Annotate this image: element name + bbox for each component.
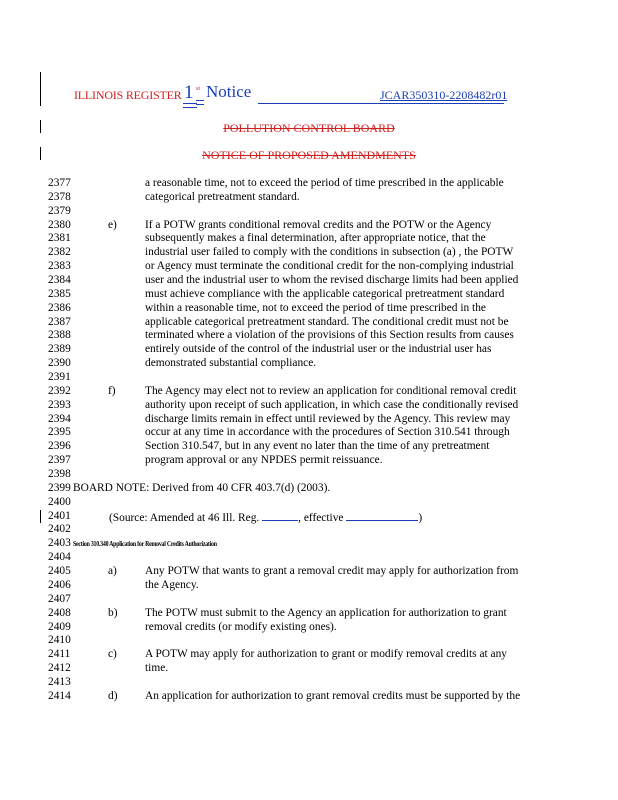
line-text: If a POTW grants conditional removal credits and the POTW or the Agency <box>145 218 492 231</box>
register-header <box>74 83 574 113</box>
line-text: authority upon receipt of such application, in which case the conditionally revised <box>145 398 519 411</box>
double-underline <box>196 100 204 101</box>
line-text: applicable categorical pretreatment standard. The conditional credit must not be <box>145 315 509 328</box>
line-number: 2398 <box>48 468 71 481</box>
effective-label: , effective <box>298 511 344 524</box>
change-bar <box>40 72 41 106</box>
line-number: 2399 <box>48 481 71 494</box>
line-number: 2403 <box>48 537 71 550</box>
text-line <box>0 413 618 427</box>
line-number: 2404 <box>48 551 71 564</box>
text-line <box>0 690 618 704</box>
text-line <box>0 621 618 635</box>
line-number: 2407 <box>48 592 71 605</box>
line-text: within a reasonable time, not to exceed the period of time prescribed in the <box>145 301 486 314</box>
reg-blank <box>262 510 298 521</box>
subsection-label: d) <box>108 689 118 702</box>
line-number: 2395 <box>48 426 71 439</box>
line-text: discharge limits remain in effect until reviewed by the Agency. This review may <box>145 412 511 425</box>
line-text: program approval or any NPDES permit reissuance. <box>145 454 383 467</box>
line-text: The POTW must submit to the Agency an application for authorization to grant <box>145 606 507 619</box>
text-line <box>0 440 618 454</box>
line-number: 2414 <box>48 689 71 702</box>
text-line <box>0 219 618 233</box>
line-number: 2383 <box>48 260 71 273</box>
double-underline <box>183 103 197 104</box>
line-number: 2378 <box>48 190 71 203</box>
line-number: 2387 <box>48 315 71 328</box>
page-number: 1 <box>184 82 194 103</box>
line-text: user and the industrial user to whom the revised discharge limits had been applied <box>145 274 519 287</box>
line-number: 2388 <box>48 329 71 342</box>
text-line <box>0 426 618 440</box>
page-number-suffix: st <box>196 86 201 92</box>
text-line <box>0 510 618 524</box>
agency-title: POLLUTION CONTROL BOARD <box>223 121 395 135</box>
line-text: categorical pretreatment standard. <box>145 190 300 203</box>
line-number: 2394 <box>48 412 71 425</box>
text-line <box>0 662 618 676</box>
text-line <box>0 316 618 330</box>
double-underline <box>196 104 204 105</box>
line-number: 2381 <box>48 232 71 245</box>
text-line <box>0 371 618 385</box>
text-line <box>0 385 618 399</box>
line-text: time. <box>145 662 169 675</box>
text-line <box>0 496 618 510</box>
line-number: 2401 <box>48 509 71 522</box>
line-text: demonstrated substantial compliance. <box>145 357 317 370</box>
date-blank <box>346 510 418 521</box>
text-line <box>0 634 618 648</box>
line-number: 2408 <box>48 606 71 619</box>
line-text: must achieve compliance with the applicable categorical pretreatment standard <box>145 287 505 300</box>
line-number: 2380 <box>48 218 71 231</box>
text-line <box>0 565 618 579</box>
line-text: An application for authorization to grant removal credits must be supported by the <box>145 689 521 702</box>
header-underline <box>258 103 504 104</box>
notice-heading: Notice <box>206 82 252 101</box>
text-line <box>0 468 618 482</box>
text-line <box>0 205 618 219</box>
line-number: 2392 <box>48 384 71 397</box>
text-line <box>0 191 618 205</box>
line-text: subsequently makes a final determination, after appropriate notice, that the <box>145 232 486 245</box>
line-number: 2410 <box>48 634 71 647</box>
line-number: 2412 <box>48 662 71 675</box>
line-number: 2379 <box>48 204 71 217</box>
line-text: terminated where a violation of the provisions of this Section results from causes <box>145 329 514 342</box>
source-text: (Source: Amended at 46 Ill. Reg. <box>109 511 260 524</box>
line-number: 2385 <box>48 287 71 300</box>
line-text: the Agency. <box>145 578 199 591</box>
jcar-code: JCAR350310-2208482r01 <box>380 88 508 102</box>
board-note: BOARD NOTE: Derived from 40 CFR 403.7(d) (2003). <box>73 481 331 494</box>
text-line <box>0 551 618 565</box>
line-text: Section 310.547, but in any event no later than the time of any pretreatment <box>145 440 490 453</box>
source-close: ) <box>418 511 423 524</box>
text-line <box>0 648 618 662</box>
line-text: Any POTW that wants to grant a removal credit may apply for authorization from <box>145 565 519 578</box>
text-line <box>0 537 618 551</box>
section-heading: Section 310.340 Application for Removal Credits Authorization <box>73 540 217 549</box>
text-line <box>0 232 618 246</box>
line-number: 2391 <box>48 371 71 384</box>
line-number: 2402 <box>48 523 71 536</box>
subsection-label: b) <box>108 606 118 619</box>
text-line <box>0 523 618 537</box>
line-text: A POTW may apply for authorization to grant or modify removal credits at any <box>145 648 507 661</box>
line-number: 2377 <box>48 177 71 189</box>
line-text: or Agency must terminate the conditional credit for the non-complying industrial <box>145 260 514 273</box>
text-line <box>0 593 618 607</box>
text-line <box>0 274 618 288</box>
text-line <box>0 177 618 191</box>
line-number: 2409 <box>48 620 71 633</box>
line-number: 2406 <box>48 578 71 591</box>
text-line <box>0 329 618 343</box>
line-numbered-text <box>0 177 618 704</box>
line-number: 2396 <box>48 440 71 453</box>
text-line <box>0 357 618 371</box>
line-text: The Agency may elect not to review an application for conditional removal credit <box>145 384 517 397</box>
text-line <box>0 607 618 621</box>
register-name: ILLINOIS REGISTER <box>74 88 182 102</box>
line-number: 2384 <box>48 274 71 287</box>
text-line <box>0 288 618 302</box>
text-line <box>0 399 618 413</box>
line-number: 2390 <box>48 357 71 370</box>
text-line <box>0 579 618 593</box>
line-text: entirely outside of the control of the industrial user or the industrial user has <box>145 343 492 356</box>
line-number: 2386 <box>48 301 71 314</box>
subsection-label: f) <box>108 384 116 397</box>
line-number: 2400 <box>48 495 71 508</box>
text-line <box>0 260 618 274</box>
line-number: 2397 <box>48 454 71 467</box>
text-line <box>0 246 618 260</box>
line-number: 2405 <box>48 565 71 578</box>
line-text: industrial user failed to comply with the conditions in subsection (a) , the POTW <box>145 246 514 259</box>
line-number: 2389 <box>48 343 71 356</box>
text-line <box>0 454 618 468</box>
subsection-label: c) <box>108 648 117 661</box>
subsection-label: a) <box>108 565 117 578</box>
text-line <box>0 482 618 496</box>
text-line <box>0 302 618 316</box>
text-line <box>0 343 618 357</box>
line-number: 2413 <box>48 675 71 688</box>
line-number: 2411 <box>48 648 71 661</box>
subsection-label: e) <box>108 218 117 231</box>
line-text: a reasonable time, not to exceed the period of time prescribed in the applicable <box>145 177 504 189</box>
notice-title: NOTICE OF PROPOSED AMENDMENTS <box>202 148 416 162</box>
text-line <box>0 676 618 690</box>
line-number: 2393 <box>48 398 71 411</box>
line-text: removal credits (or modify existing ones). <box>145 620 337 633</box>
line-text: occur at any time in accordance with the procedures of Section 310.541 through <box>145 426 510 439</box>
line-number: 2382 <box>48 246 71 259</box>
double-underline <box>183 107 197 108</box>
